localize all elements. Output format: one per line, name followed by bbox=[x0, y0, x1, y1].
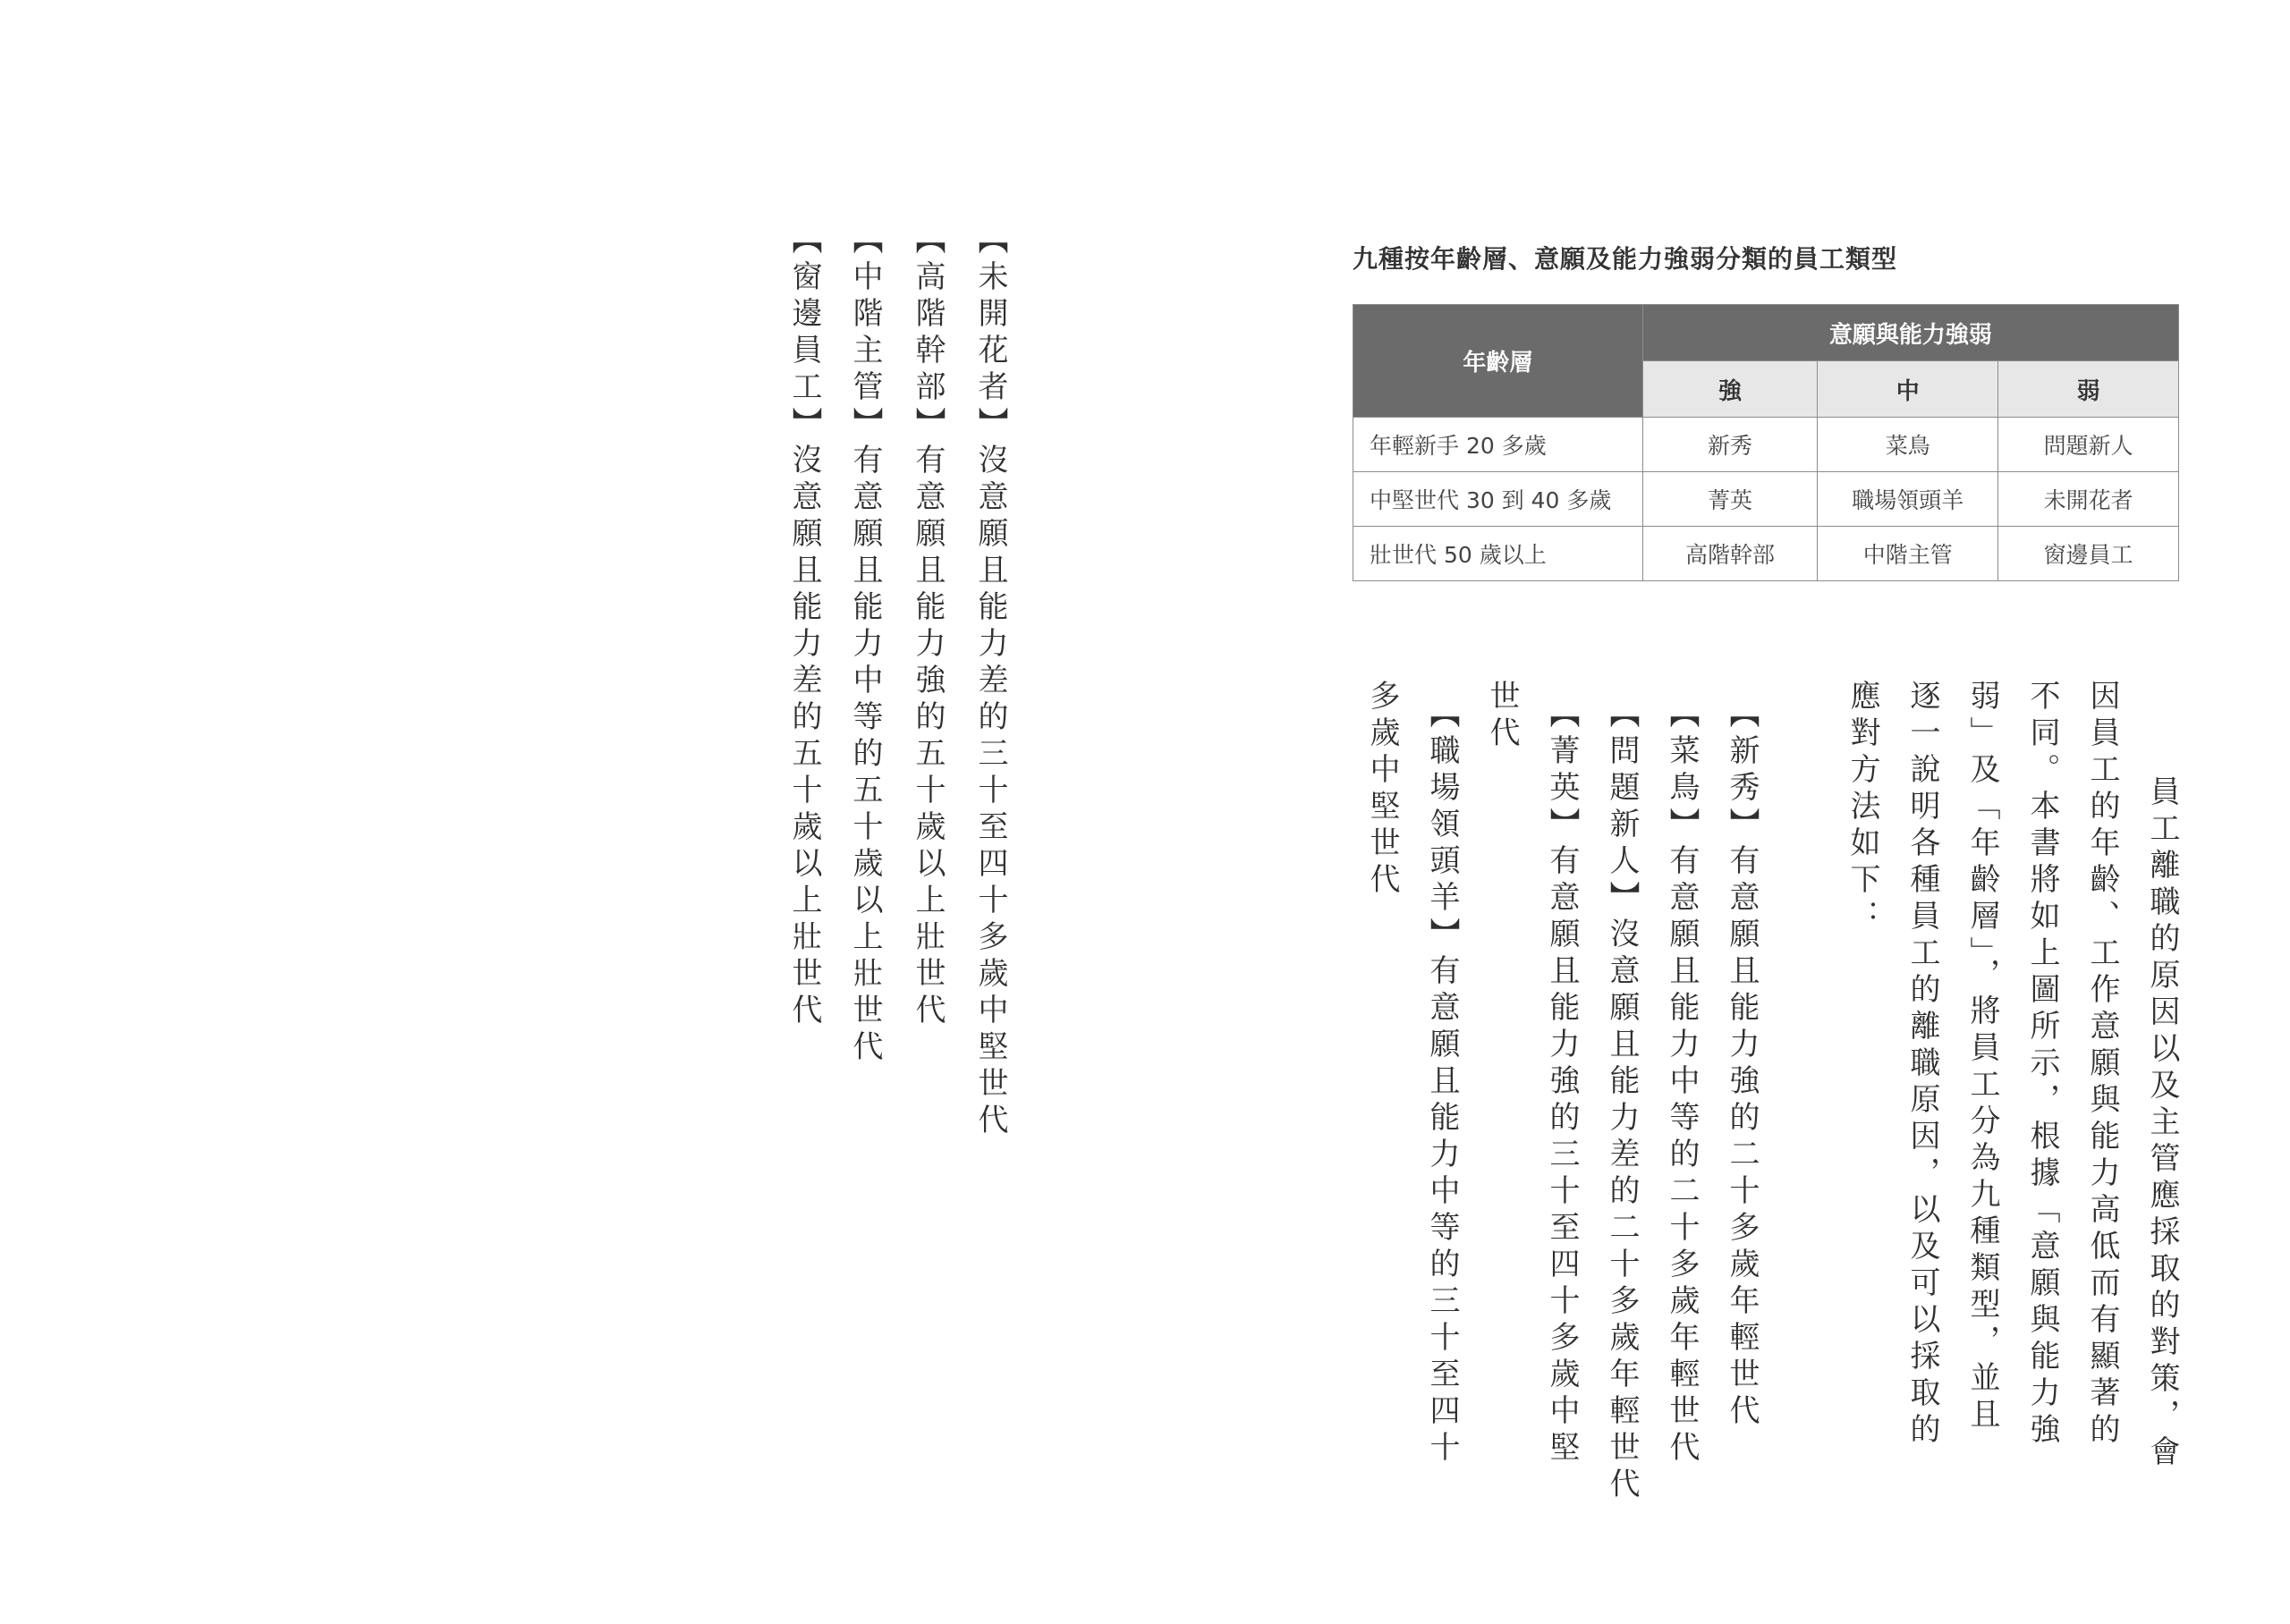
body-column-6: 應對方法如下： bbox=[1845, 680, 1880, 936]
table-title: 九種按年齡層、意願及能力強弱分類的員工類型 bbox=[1353, 244, 1898, 274]
definition-workplace-leader-continued: 多歲中堅世代 bbox=[1364, 680, 1400, 900]
definition-workplace-leader: 【職場領頭羊】有意願且能力中等的三十至四十 bbox=[1424, 698, 1460, 1468]
table-row bbox=[1353, 472, 2179, 527]
definition-elite: 【菁英】有意願且能力強的三十至四十多歲中堅 bbox=[1544, 698, 1580, 1468]
level-medium-header: 中 bbox=[1818, 361, 1998, 418]
table-cell: 中階主管 bbox=[1818, 527, 1998, 581]
age-cell: 年輕新手 20 多歲 bbox=[1353, 418, 1643, 472]
body-column-5: 逐一說明各種員工的離職原因，以及可以採取的 bbox=[1904, 680, 1940, 1450]
table-cell: 新秀 bbox=[1642, 418, 1818, 472]
definition-elite-continued: 世代 bbox=[1484, 680, 1520, 753]
definition-rookie-star: 【新秀】有意願且能力強的二十多歲年輕世代 bbox=[1724, 698, 1760, 1431]
table-cell: 未開花者 bbox=[1998, 472, 2179, 527]
level-strong-header: 強 bbox=[1642, 361, 1818, 418]
table-cell: 高階幹部 bbox=[1642, 527, 1818, 581]
ability-header: 意願與能力強弱 bbox=[1642, 305, 2178, 361]
table-cell: 菜鳥 bbox=[1818, 418, 1998, 472]
table-cell: 菁英 bbox=[1642, 472, 1818, 527]
definition-window-employee: 【窗邊員工】沒意願且能力差的五十歲以上壯世代 bbox=[786, 224, 822, 1030]
definition-unbloomed: 【未開花者】沒意願且能力差的三十至四十多歲中堅世代 bbox=[972, 224, 1008, 1140]
employee-type-table bbox=[1353, 304, 2179, 581]
definition-senior-executive: 【高階幹部】有意願且能力強的五十歲以上壯世代 bbox=[910, 224, 946, 1030]
body-column-2: 因員工的年齡、工作意願與能力高低而有顯著的 bbox=[2084, 680, 2120, 1450]
table-cell: 窗邊員工 bbox=[1998, 527, 2179, 581]
table-cell: 職場領頭羊 bbox=[1818, 472, 1998, 527]
age-cell: 中堅世代 30 到 40 多歲 bbox=[1353, 472, 1643, 527]
body-column-1: 員工離職的原因以及主管應採取的對策，會 bbox=[2144, 739, 2180, 1472]
level-weak-header: 弱 bbox=[1998, 361, 2179, 418]
table-cell: 問題新人 bbox=[1998, 418, 2179, 472]
age-group-header: 年齡層 bbox=[1353, 305, 1643, 418]
body-column-4: 弱」及「年齡層」，將員工分為九種類型，並且 bbox=[1964, 680, 2000, 1434]
definition-middle-manager: 【中階主管】有意願且能力中等的五十歲以上壯世代 bbox=[847, 224, 883, 1067]
body-column-3: 不同。本書將如上圖所示，根據「意願與能力強 bbox=[2024, 680, 2060, 1450]
definition-problem-newcomer: 【問題新人】沒意願且能力差的二十多歲年輕世代 bbox=[1604, 698, 1640, 1504]
age-cell: 壯世代 50 歲以上 bbox=[1353, 527, 1643, 581]
table-row bbox=[1353, 527, 2179, 581]
table-row bbox=[1353, 418, 2179, 472]
definition-newbie: 【菜鳥】有意願且能力中等的二十多歲年輕世代 bbox=[1664, 698, 1700, 1468]
